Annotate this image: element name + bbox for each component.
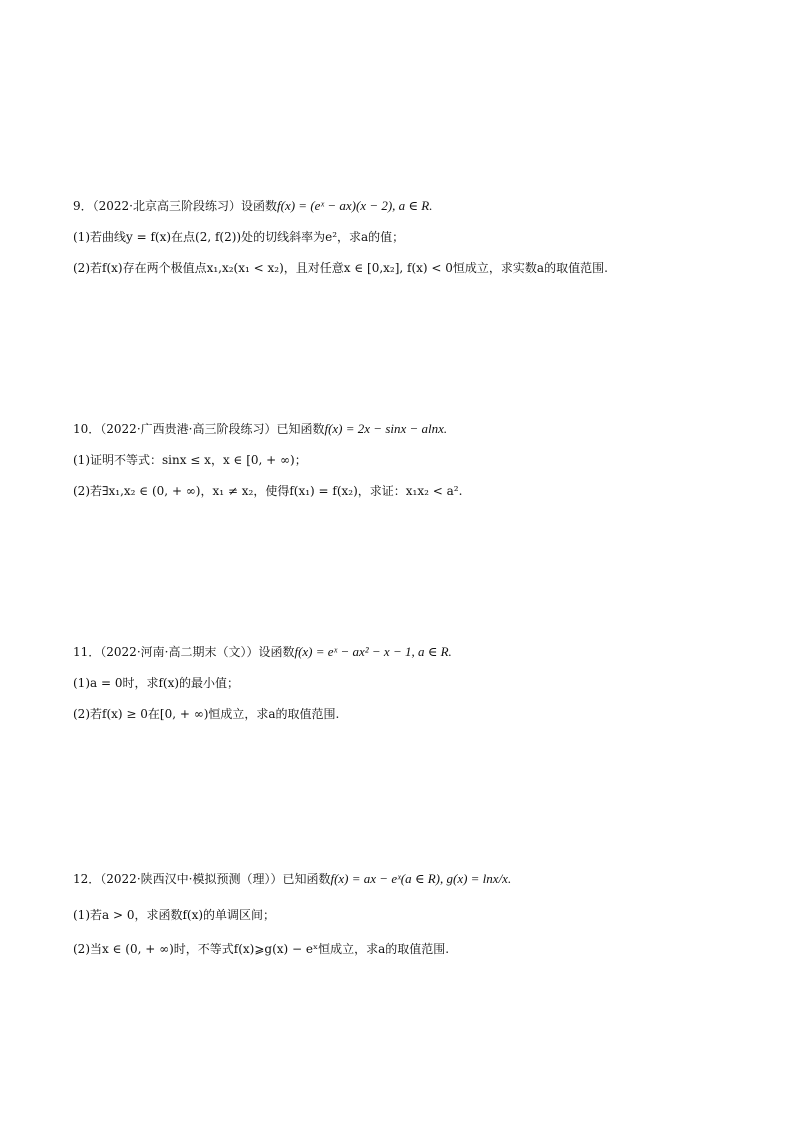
- part-text: 若f(x)存在两个极值点x₁,x₂(x₁ < x₂)，且对任意x ∈ [0,x₂], f(x) < 0恒成立，求实数a的取值范围.: [90, 261, 608, 275]
- problem-number: 12．: [73, 872, 101, 886]
- part-label: (2): [73, 707, 90, 721]
- part-label: (1): [73, 453, 90, 467]
- problem-source: （2022·陕西汉中·模拟预测（理））: [100, 872, 283, 886]
- part-text: 当x ∈ (0, + ∞)时，不等式f(x)⩾g(x) − eˣ恒成立，求a的取值范围.: [90, 942, 450, 956]
- part-text: 若a > 0，求函数f(x)的单调区间；: [90, 908, 276, 922]
- problem-source: （2022·广西贵港·高三阶段练习）: [100, 422, 277, 436]
- problem-number: 9．: [73, 199, 93, 213]
- stem-formula: f(x) = (eˣ − ax)(x − 2), a ∈ R.: [277, 198, 433, 213]
- part-2: [73, 260, 608, 276]
- part-text: 证明不等式：sinx ≤ x，x ∈ [0, + ∞)；: [90, 453, 307, 467]
- part-2: [73, 706, 339, 722]
- part-label: (1): [73, 676, 90, 690]
- problem-stem: [73, 644, 452, 660]
- part-label: (1): [73, 230, 90, 244]
- part-text: 若曲线y = f(x)在点(2, f(2))处的切线斜率为e²，求a的值；: [90, 230, 405, 244]
- part-1: [73, 452, 307, 468]
- stem-formula: f(x) = ax − eˣ(a ∈ R), g(x) = lnx/x.: [330, 871, 512, 886]
- stem-formula: f(x) = 2x − sinx − alnx.: [324, 421, 448, 436]
- part-1: [73, 907, 275, 923]
- problem-stem: [73, 198, 432, 214]
- problem-stem: [73, 421, 447, 437]
- part-text: a = 0时，求f(x)的最小值；: [90, 676, 240, 690]
- stem-text: 已知函数: [282, 872, 331, 886]
- problem-source: （2022·北京高三阶段练习）: [92, 199, 241, 213]
- problem-source: （2022·河南·高二期末（文））: [100, 645, 259, 659]
- stem-text: 已知函数: [276, 422, 325, 436]
- problem-number: 11．: [73, 645, 101, 659]
- stem-formula: f(x) = eˣ − ax² − x − 1, a ∈ R.: [294, 644, 452, 659]
- part-label: (2): [73, 261, 90, 275]
- problem-number: 10．: [73, 422, 101, 436]
- part-2: [73, 941, 449, 957]
- problem-stem: [73, 871, 511, 887]
- part-label: (2): [73, 484, 90, 498]
- part-text: 若∃x₁,x₂ ∈ (0, + ∞)，x₁ ≠ x₂，使得f(x₁) = f(x₂)，求证：x₁x₂ < a².: [90, 484, 463, 498]
- part-label: (1): [73, 908, 90, 922]
- part-label: (2): [73, 942, 90, 956]
- part-text: 若f(x) ≥ 0在[0, + ∞)恒成立，求a的取值范围.: [90, 707, 340, 721]
- part-2: [73, 483, 462, 499]
- part-1: [73, 675, 239, 691]
- stem-text: 设函数: [241, 199, 278, 213]
- part-1: [73, 229, 404, 245]
- stem-text: 设函数: [258, 645, 295, 659]
